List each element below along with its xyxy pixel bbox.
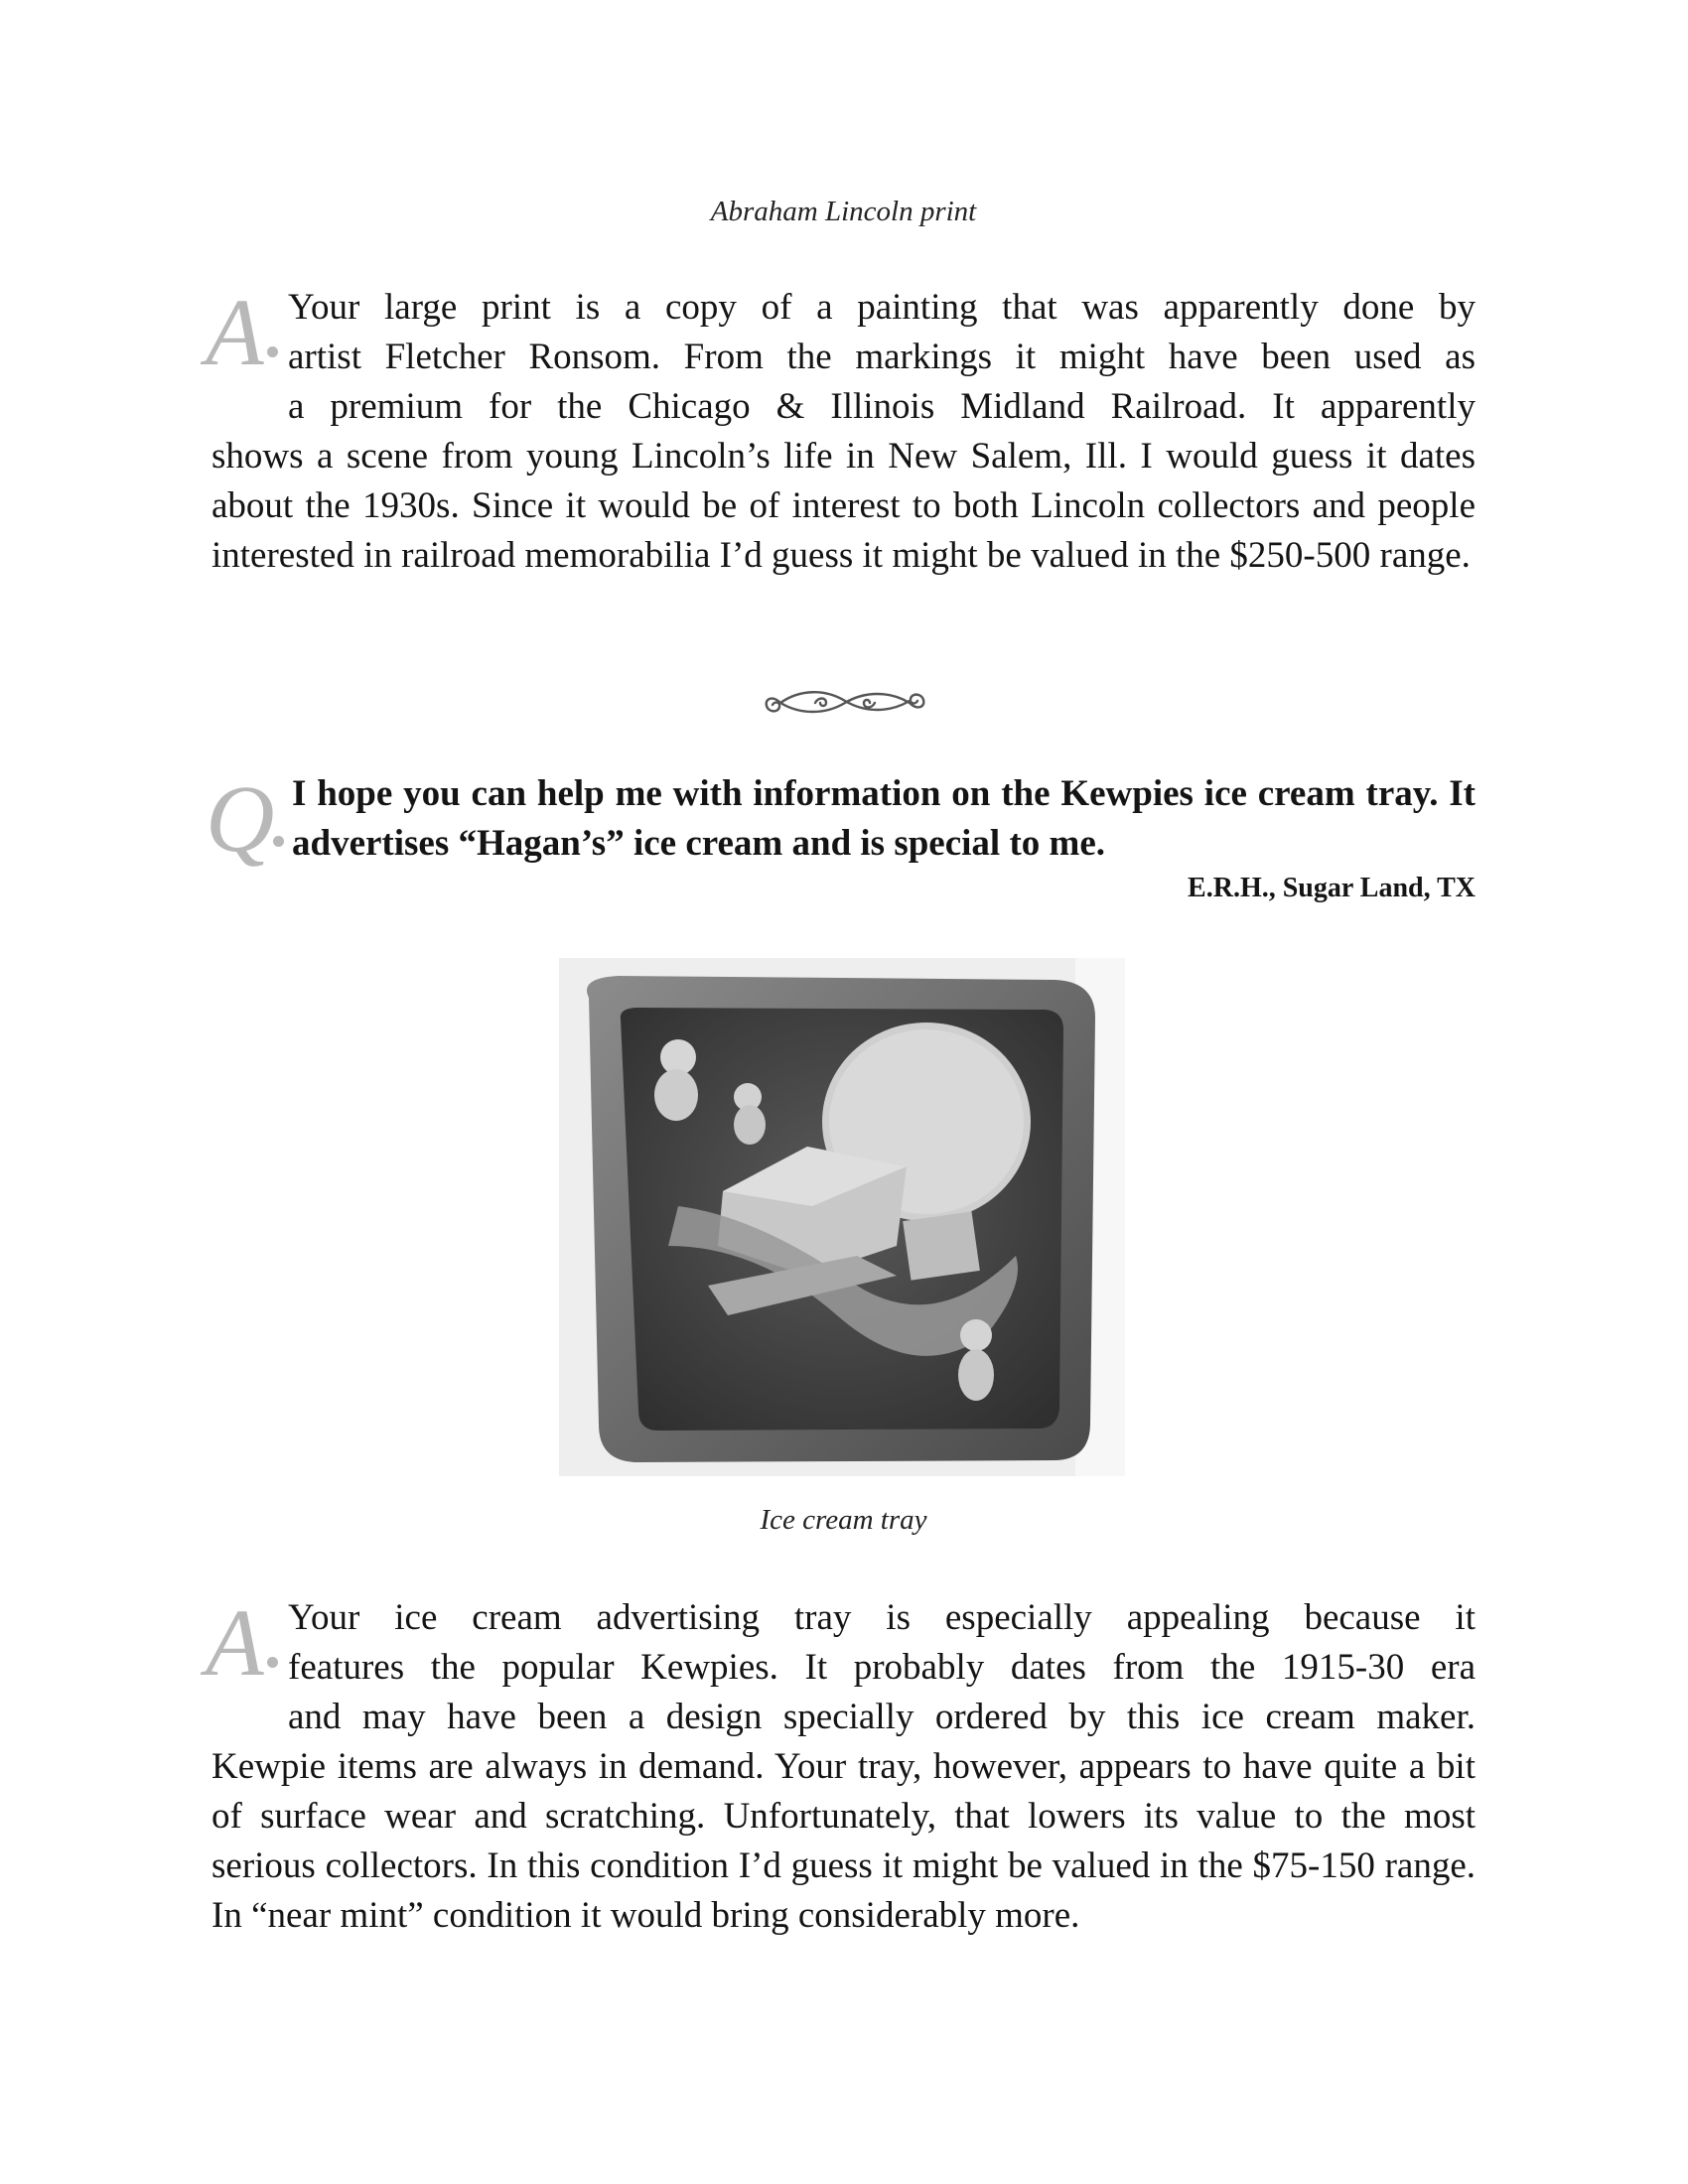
answer-drop-letter: A bbox=[206, 1589, 262, 1696]
ice-cream-tray-image bbox=[559, 958, 1125, 1476]
ice-cream-tray-photo bbox=[559, 958, 1125, 1476]
answer-lead-lines bbox=[211, 283, 1476, 432]
answer-block-1 bbox=[206, 279, 1476, 581]
answer-drop-letter: A bbox=[206, 279, 262, 385]
answer-block-2 bbox=[206, 1589, 1476, 1941]
print-caption: Abraham Lincoln print bbox=[710, 196, 977, 227]
answer-line: artist Fletcher Ronsom. From the markings it might have been used as bbox=[288, 337, 1476, 377]
answer-lead-lines bbox=[211, 1593, 1476, 1742]
photo-caption: Ice cream tray bbox=[760, 1504, 927, 1536]
question-signature: E.R.H., Sugar Land, TX bbox=[1188, 873, 1476, 903]
answer-line: a premium for the Chicago & Illinois Midland Railroad. It apparently bbox=[288, 386, 1476, 427]
answer-line: features the popular Kewpies. It probably dates from the 1915-30 era bbox=[288, 1647, 1476, 1688]
answer-line: Your ice cream advertising tray is especially appealing because it bbox=[288, 1597, 1476, 1638]
answer-drop-dot bbox=[267, 1657, 278, 1668]
question-block bbox=[206, 765, 1476, 906]
flourish-divider-icon bbox=[761, 685, 929, 721]
question-drop-dot bbox=[273, 836, 284, 847]
question-text: I hope you can help me with information on the Kewpies ice cream tray. It advertises “Hagan’s” ice cream and is special to me. bbox=[292, 773, 1476, 864]
answer-line: Your large print is a copy of a painting that was apparently done by bbox=[288, 287, 1476, 328]
question-drop-letter: Q bbox=[206, 765, 273, 872]
answer-line: and may have been a design specially ordered by this ice cream maker. bbox=[288, 1697, 1476, 1737]
answer-drop-dot bbox=[267, 346, 278, 357]
answer-paragraph: shows a scene from young Lincoln’s life in New Salem, Ill. I would guess it dates about the 1930s. Since it would be of interest to both Lincoln collectors and people interested in railroad memorabilia I’d guess it might be valued in the $250-500 range. bbox=[211, 436, 1476, 576]
answer-paragraph: Kewpie items are always in demand. Your tray, however, appears to have quite a bit of surface wear and scratching. Unfortunately, that lowers its value to the most serious collectors. In this condition I’d guess it might be valued in the $75-150 range. In “near mint” condition it would bring considerably more. bbox=[211, 1746, 1476, 1936]
